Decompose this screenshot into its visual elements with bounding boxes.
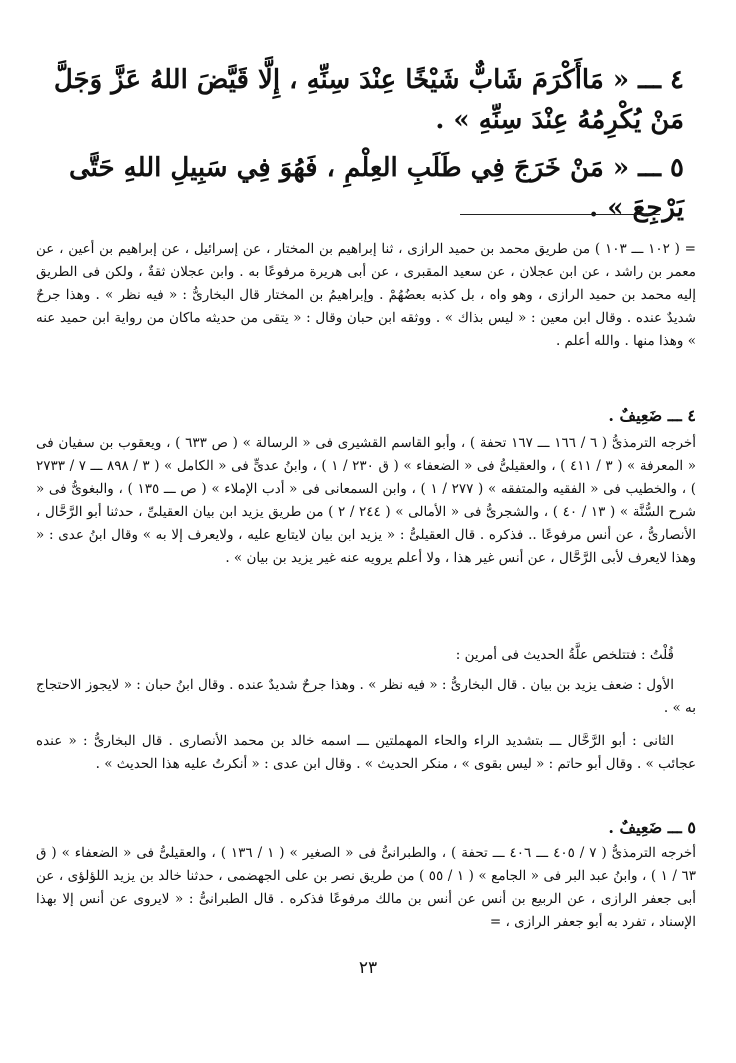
reason-2-paragraph: الثانى : أبو الرَّحَّال ـــ بتشديد الراء والحاء المهملتين ـــ اسمه خالد بن محمد الأنصارى . قال البخارىُّ : « عنده عجائب » . وقال أبو حاتم : « ليس بقوى » ، منكر الحديث » . وقال ابن عدى : « أنكرتُ عليه هذا الحديث » . bbox=[36, 733, 696, 772]
grade-4-heading: ٤ ـــ ضَعِيفٌ . bbox=[608, 406, 696, 425]
hadith-5: ٥ ـــ « مَنْ خَرَجَ فِي طَلَبِ العِلْمِ ، فَهُوَ فِي سَبِيلِ اللهِ حَتَّى يَرْجِعَ » . bbox=[69, 153, 684, 223]
page-number: ٢٣ bbox=[358, 958, 378, 978]
qultu-paragraph: قُلْتُ : فتتلخص علَّةُ الحديث فى أمرين : bbox=[455, 647, 674, 663]
hadith-4: ٤ ـــ « مَاأَكْرَمَ شَابٌّ شَيْخًا عِنْدَ سِنِّهِ ، إِلَّا قَيَّضَ اللهُ عَزَّ وَجَلَّ مَنْ يُكْرِمُهُ عِنْدَ سِنِّهِ » . bbox=[53, 65, 684, 135]
grade-5-text: أخرجه الترمذىُّ ( ٧ / ٤٠٥ ـــ ٤٠٦ ـــ تحفة ) ، والطبرانىُّ فى « الصغير » ( ١ / ١٣٦ ) ، والعقيلىُّ فى « الضعفاء » ( ق ٦٣ / ١ ) ، وابنُ عبد البر فى « الجامع » ( ١ / ٥٥ ) من طريق نصر بن على الجهضمى ، حدثنا خالد بن يزيد اللؤلؤى ، عن أبى جعفر الرازى ، عن الربيع بن أنس عن أنس بن مالك مرفوعًا فذكره . قال الطبرانىُّ : « لايروى عن أنس إلا بهذا الإسناد ، تفرد به أبو جعفر الرازى ، = bbox=[36, 845, 696, 930]
grade-4-text: أخرجه الترمذىُّ ( ٦ / ١٦٦ ـــ ١٦٧ تحفة ) ، وأبو القاسم القشيرى فى « الرسالة » ( ص ٦٣٣ ) ، ويعقوب بن سفيان فى « المعرفة » ( ٣ / ٤١١ ) ، والعقيلىُّ فى « الضعفاء » ( ق ٢٣٠ / ١ ) ، وابنُ عدىٍّ فى « الكامل » ( ٣ / ٨٩٨ ـــ ٧ / ٢٧٣٣ ) ، والخطيب فى « الفقيه والمتفقه » ( ٢٧٧ / ١ ) ، وابن السمعانى فى « أدب الإملاء » ( ص ـــ ١٣٥ ) ، والبغوىُّ فى « شرح السُّنَّة » ( ١٣ / ٤٠ ) ، والشجرىُّ فى « الأمالى » ( ٢٤٤ / ٢ ) من طريق يزيد ابن بيان العقيلىِّ ، حدثنا أبو الرَّحَّال ، الأنصارىُّ ، عن أنس مرفوعًا .. فذكره . قال العقيلىُّ : « يزيد ابن بيان لايتابع عليه ، ولايعرف إلا به » وقال ابنُ عدى : « وهذا لايعرف لأبى الرَّحَّال ، عن أنس غير هذا ، ولا أعلم يرويه عنه غير يزيد بن بيان » . bbox=[36, 435, 697, 566]
footnote-continuation: = ( ١٠٢ ـــ ١٠٣ ) من طريق محمد بن حميد الرازى ، ثنا إبراهيم بن المختار ، عن إسرائيل ، عن إبراهيم بن أعين ، عن معمر بن راشد ، عن ابن عجلان ، عن سعيد المقبرى ، عن أبى هريرة مرفوعًا به . وابن عجلان ثقةٌ ، ولكن فى الطريق إليه محمد بن حميد الرازى ، وهو واه ، بل كذبه بعضُهُمْ . وإبراهيمُ بن المختار قال البخارىُّ : « فيه نظر » . وهذا جرحٌ شديدٌ عنده . وقال ابن معين : « ليس بذاك » . ووثقه ابن حبان وقال : « يتقى من حديثه ماكان من رواية ابن حميد عنه » وهذا منها . والله أعلم . bbox=[36, 241, 696, 349]
reason-1-paragraph: الأول : ضعف يزيد بن بيان . قال البخارىُّ : « فيه نظر » . وهذا جرحٌ شديدٌ عنده . وقال ابنُ حبان : « لايجوز الاحتجاج به » . bbox=[36, 677, 696, 716]
footnote-separator bbox=[460, 214, 660, 215]
grade-5-heading: ٥ ـــ ضَعِيفٌ . bbox=[608, 818, 696, 837]
